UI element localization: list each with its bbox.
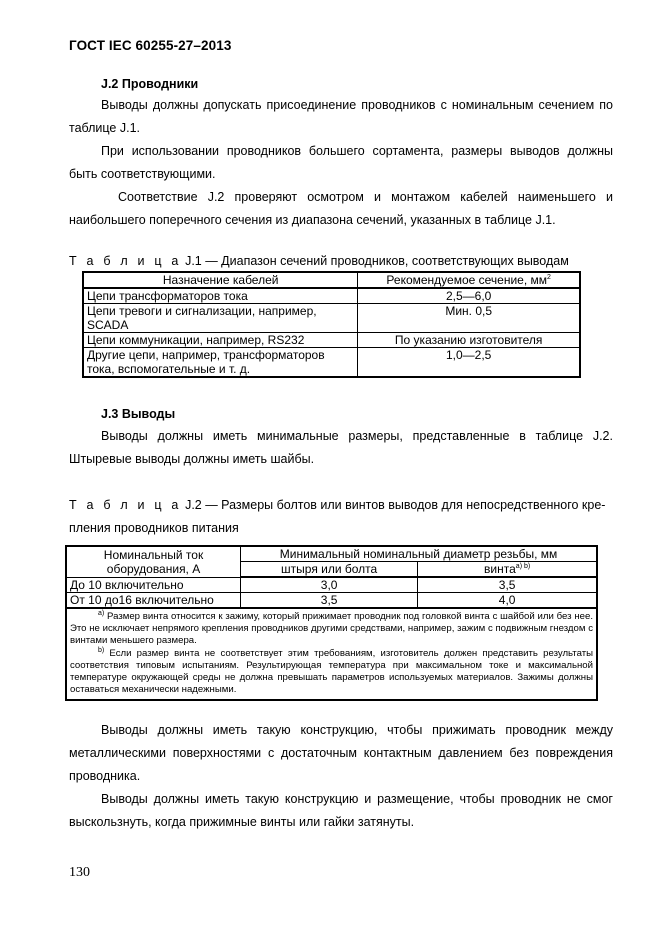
table-cell: Другие цепи, например, трансформаторов тока, вспомогательные и т. д. bbox=[83, 348, 358, 378]
table-j1 bbox=[82, 271, 581, 378]
table-cell: По указанию изготовителя bbox=[358, 333, 580, 348]
column-header: Минимальный номинальный диаметр резьбы, мм bbox=[241, 546, 597, 562]
paragraph bbox=[69, 719, 613, 788]
table-notes bbox=[66, 608, 597, 700]
paragraph-text: Выводы должны иметь такую конструкцию, чтобы прижимать проводник между металлическими поверхностями с достаточным контактным давлением без повреждения проводника. bbox=[69, 723, 613, 783]
paragraph-text: Соответствие J.2 проверяют осмотром и монтажом кабелей наименьшего и наибольшего поперечного сечения из диапазона сечений, указанных в таблице J.1. bbox=[69, 190, 613, 227]
table-cell: До 10 включительно bbox=[66, 577, 241, 593]
table-row bbox=[83, 348, 580, 378]
table-cell: 3,5 bbox=[418, 577, 597, 593]
caption-text: J.1 — Диапазон сечений проводников, соответствующих выводам bbox=[185, 254, 569, 268]
table-cell: 3,5 bbox=[241, 593, 418, 609]
table-caption-j2 bbox=[69, 494, 613, 540]
table-header-row bbox=[83, 272, 580, 288]
table-j2 bbox=[65, 545, 598, 701]
table-cell: Мин. 0,5 bbox=[358, 304, 580, 333]
paragraph bbox=[69, 140, 613, 186]
column-subheader: штыря или болта bbox=[241, 562, 418, 578]
section-heading-j2: J.2 Проводники bbox=[101, 77, 199, 91]
column-header: Номинальный ток оборудования, А bbox=[66, 546, 241, 577]
table-cell: 3,0 bbox=[241, 577, 418, 593]
table-caption-j1 bbox=[69, 254, 569, 268]
caption-text: пления проводников питания bbox=[69, 521, 239, 535]
section-heading-j3: J.3 Выводы bbox=[101, 407, 176, 421]
table-row bbox=[83, 288, 580, 304]
footnote-b: $^{b)}$ Если размер винта не соответствует этим требованиям, изготовитель должен представить результаты соответствия типовым испытаниям. Результирующая температура при максимальном токе и максимальной температуре окружающей среды не должна превышать параметров используемых материалов. Зажимы должны оставаться механически надежными. bbox=[70, 646, 593, 696]
table-cell: Цепи трансформаторов тока bbox=[83, 288, 358, 304]
column-header: Рекомендуемое сечение, $мм^2$ bbox=[358, 272, 580, 288]
table-cell: 1,0—2,5 bbox=[358, 348, 580, 378]
paragraph bbox=[69, 788, 613, 834]
paragraph bbox=[69, 186, 613, 232]
table-row bbox=[83, 333, 580, 348]
document-header: ГОСТ IEC 60255-27–2013 bbox=[69, 38, 232, 53]
table-cell: Цепи коммуникации, например, RS232 bbox=[83, 333, 358, 348]
paragraph-text: Выводы должны иметь такую конструкцию и размещение, чтобы проводник не смог выскользнуть, когда прижимные винты или гайки затянуты. bbox=[69, 792, 613, 829]
caption-label: Т а б л и ц а bbox=[69, 498, 182, 512]
table-cell: От 10 до16 включительно bbox=[66, 593, 241, 609]
table-row bbox=[83, 304, 580, 333]
table-row bbox=[66, 593, 597, 609]
table-notes-row bbox=[66, 608, 597, 700]
paragraph-text: Выводы должны допускать присоединение проводников с номинальным сечением по таблице J.1. bbox=[69, 98, 613, 135]
footnote-a: $^{a)}$ Размер винта относится к зажиму, который прижимает проводник под головкой винта с шайбой или без нее. Это не исключает непрямого крепления проводников другими средствами, например, зажим с подвижным гнездом с винтами меньшего размера. bbox=[70, 609, 593, 647]
column-subheader: винта$^{a) b)}$ bbox=[418, 562, 597, 578]
table-cell: 4,0 bbox=[418, 593, 597, 609]
table-header-row bbox=[66, 546, 597, 562]
column-header: Назначение кабелей bbox=[83, 272, 358, 288]
page-number: 130 bbox=[69, 865, 90, 880]
paragraph-text: Выводы должны иметь минимальные размеры, представленные в таблице J.2. Штыревые выводы должны иметь шайбы. bbox=[69, 429, 613, 466]
paragraph bbox=[69, 425, 613, 471]
table-row bbox=[66, 577, 597, 593]
table-cell: Цепи тревоги и сигнализации, например, SCADA bbox=[83, 304, 358, 333]
paragraph bbox=[69, 94, 613, 140]
table-cell: 2,5—6,0 bbox=[358, 288, 580, 304]
paragraph-text: При использовании проводников большего сортамента, размеры выводов должны быть соответствующими. bbox=[69, 144, 613, 181]
caption-label: Т а б л и ц а bbox=[69, 254, 182, 268]
caption-text: J.2 — Размеры болтов или винтов выводов для непосредственного кре- bbox=[185, 498, 606, 512]
